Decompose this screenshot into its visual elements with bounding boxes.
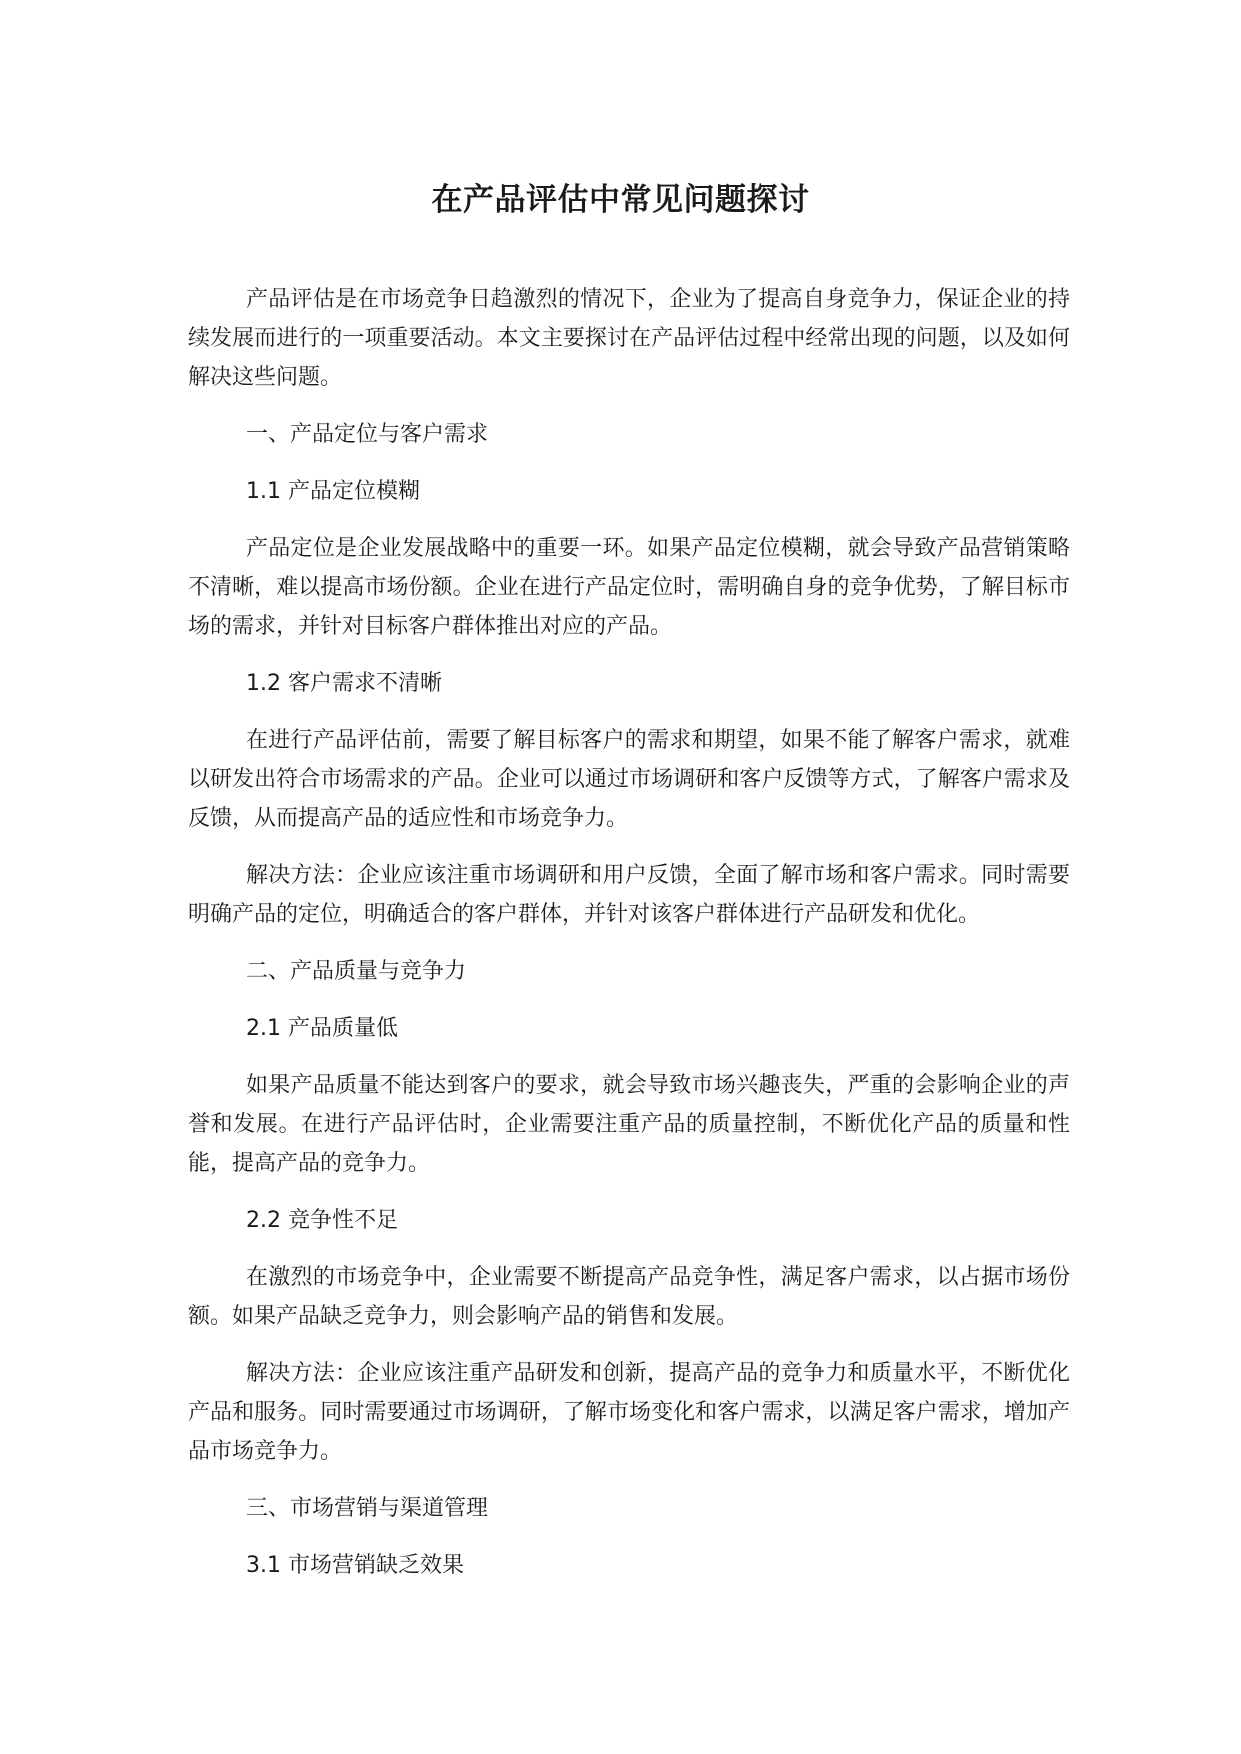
subsection-heading-1-2: 1.2 客户需求不清晰: [246, 671, 442, 696]
paragraph-intro: 产品评估是在市场竞争日趋激烈的情况下，企业为了提高自身竞争力，保证企业的持续发展而进行的一项重要活动。本文主要探讨在产品评估过程中经常出现的问题，以及如何解决这些问题。: [188, 287, 1070, 390]
paragraph-solution-2: 解决方法：企业应该注重产品研发和创新，提高产品的竞争力和质量水平，不断优化产品和服务。同时需要通过市场调研，了解市场变化和客户需求，以满足客户需求，增加产品市场竞争力。: [188, 1361, 1070, 1464]
paragraph-solution-1: 解决方法：企业应该注重市场调研和用户反馈，全面了解市场和客户需求。同时需要明确产品的定位，明确适合的客户群体，并针对该客户群体进行产品研发和优化。: [188, 863, 1070, 927]
paragraph-2-1: 如果产品质量不能达到客户的要求，就会导致市场兴趣丧失，严重的会影响企业的声誉和发展。在进行产品评估时，企业需要注重产品的质量控制，不断优化产品的质量和性能，提高产品的竞争力。: [188, 1073, 1070, 1176]
paragraph-1-1: 产品定位是企业发展战略中的重要一环。如果产品定位模糊，就会导致产品营销策略不清晰，难以提高市场份额。企业在进行产品定位时，需明确自身的竞争优势，了解目标市场的需求，并针对目标客户群体推出对应的产品。: [188, 536, 1070, 639]
paragraph-1-2: 在进行产品评估前，需要了解目标客户的需求和期望，如果不能了解客户需求，就难以研发出符合市场需求的产品。企业可以通过市场调研和客户反馈等方式，了解客户需求及反馈，从而提高产品的适应性和市场竞争力。: [188, 728, 1070, 831]
section-heading-1: 一、产品定位与客户需求: [246, 422, 489, 447]
document-title: 在产品评估中常见问题探讨: [431, 182, 810, 218]
paragraph-2-2: 在激烈的市场竞争中，企业需要不断提高产品竞争性，满足客户需求，以占据市场份额。如果产品缺乏竞争力，则会影响产品的销售和发展。: [188, 1265, 1070, 1329]
subsection-heading-1-1: 1.1 产品定位模糊: [246, 479, 420, 504]
section-heading-3: 三、市场营销与渠道管理: [246, 1496, 489, 1521]
subsection-heading-2-2: 2.2 竞争性不足: [246, 1208, 398, 1233]
subsection-heading-3-1: 3.1 市场营销缺乏效果: [246, 1553, 464, 1578]
section-heading-2: 二、产品质量与竞争力: [246, 959, 467, 984]
subsection-heading-2-1: 2.1 产品质量低: [246, 1016, 398, 1041]
document-body: [188, 280, 1070, 1603]
